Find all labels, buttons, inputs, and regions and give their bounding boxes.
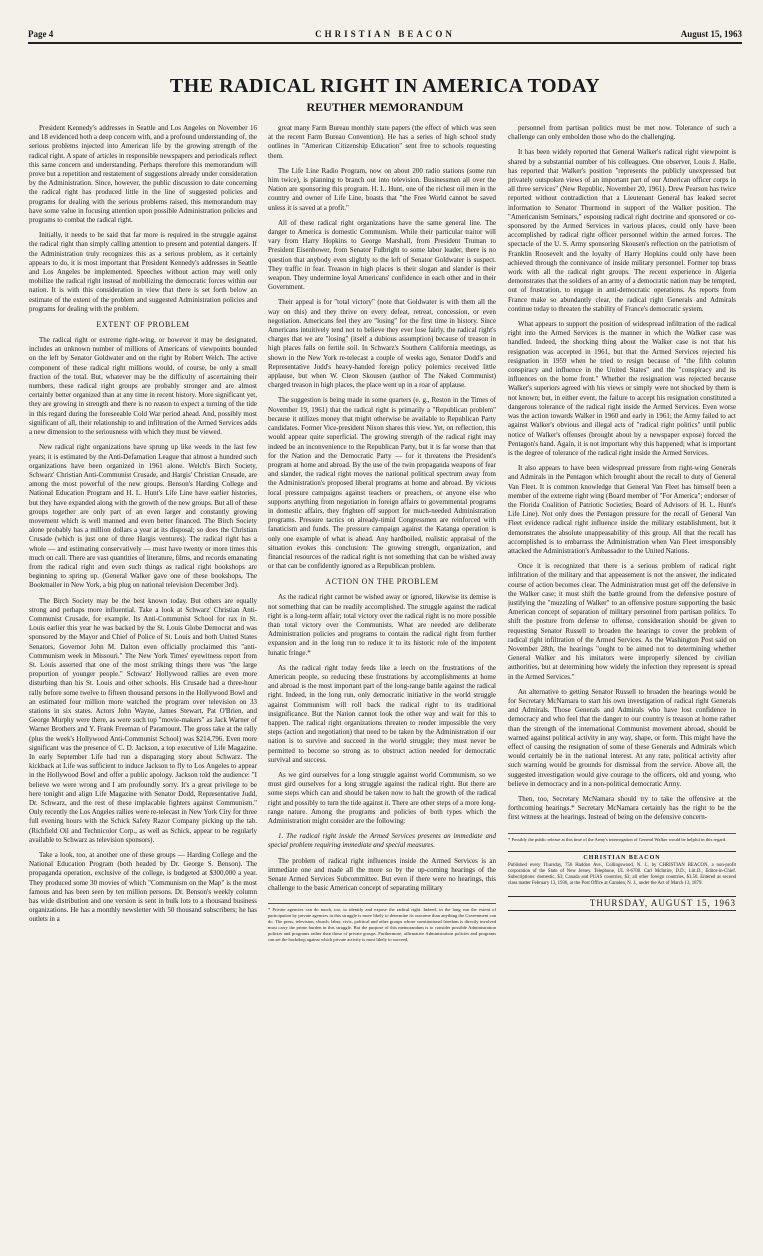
paragraph: The problem of radical right influences inside the Armed Services is an immediate one and made all the more so by the up-coming hearings of the Senate Armed Services Subcommittee. But even if there were no hearings, this challenge to the basic American concept of separating military	[268, 856, 496, 893]
paragraph: President Kennedy's addresses in Seattle and Los Angeles on November 16 and 18 evidenced both a deep concern with, and a profound understanding of, the serious problems injected into American life by the growing strength of the radical right. A spate of articles in responsible newspapers and periodicals reflect this same concern and understanding. Perhaps therefore this memorandum will prove but a repetition and restatement of suggestions already under consideration by the Administration. Since, however, the public discussion to date concerning the radical right has produced little in the line of suggested policies and programs for dealing with the serious problems raised, this memorandum may have some value in focusing attention upon possible Administration policies and programs to combat the radical right.	[29, 124, 257, 225]
column-2	[268, 124, 496, 1234]
article-headline: THE RADICAL RIGHT IN AMERICA TODAY	[169, 75, 601, 97]
paragraph: The suggestion is being made in some quarters (e. g., Reston in the Times of November 19, 1961) that the radical right is primarily a "Republican problem" because it utilizes money that might otherwise be available to Republican Party candidates. Former Vice-president Nixon shares this view. Yet, on reflection, this would appear quite superficial. The growing strength of the radical right may indeed be an inconvenience to the Republican Party, but it is far worse than that for the Nation and the Democratic Party — for it threatens the President's program at home and abroad. By the use of the twin propaganda weapons of fear and slander, the radical right moves the national political spectrum away from the Administration's proposed liberal programs at home and abroad. By vicious local pressure campaigns against teachers or preachers, or anyone else who supports anything from negotiation in foreign affairs to governmental programs in domestic affairs, they frighten off support for much-needed Administration programs. Pressure tactics on already-timid Congressmen are reinforced with fanaticism and funds. The pressure campaign against the Katanga operation is only one example of what is ahead. Any hardboiled, realistic appraisal of the situation evokes this conclusion: The growing strength, organization, and financial resources of the radical right is not something that can be wished away or that can be confidently ignored as a Republican problem.	[268, 396, 496, 571]
paragraph: Take a look, too, at another one of these groups — Harding College and the National Education Program (both headed by Dr. George S. Benson). The propaganda operation, exclusive of the college, is budgeted at $300,000 a year. They produced some 30 movies of which "Communism on the Map" is the most famous and has been seen by ten million persons. Dr. Benson's weekly column has wide distribution and one version is sent in bulk lots to a thousand business organizations. He has a monthly newsletter with 50 thousand subscribers; he has outlets in a	[29, 851, 257, 924]
paper-title: CHRISTIAN BEACON	[315, 29, 455, 39]
paragraph: great many Farm Bureau monthly state papers (the effect of which was seen at the recent Farm Bureau Convention). He has a series of high school study outlines in "American Citizenship Education" sent free to schools requesting them.	[268, 124, 496, 160]
paragraph: New radical right organizations have sprung up like weeds in the last few years; it is estimated by the Anti-Defamation League that almost a hundred such organizations have been organized in 1961 alone. Welch's Birch Society, Schwarz' Christian Anti-Communist Crusade, and Hargis' Christian Crusade, are among the most powerful of the new groups. Benson's Harding College and National Education Program and H. L. Hunt's Life Line have earlier histories, but they have expanded along with the growth of the new groups. But all of these groups together are only part of an even larger and constantly growing movement which is well manned and even better financed. The Birch Society alone probably has a million dollars a year at its disposal; so does the Christian Crusade (which is just one of three Hargis ventures). The radical right has a whole — and estimating conservatively — must have twenty or more times this much on call. There are vast quantities of literature, films, and records emanating from the radical right and even such things as radical right bookshops are beginning to spring up. (General Walker gave one of these bookshops, The Bookmailer in New York, a big plug on national television December 3rd).	[29, 443, 257, 590]
paragraph: Then, too, Secretary McNamara should try to take the offensive at the forthcoming hearings.* Secretary McNamara certainly has the right to be the first witness at the hearings. Instead of being on the defensive concern-	[508, 795, 736, 822]
numbered-point: 1. The radical right inside the Armed Services presents an immediate and special problem requiring immediate and special measures.	[268, 832, 496, 850]
page-number: Page 4	[28, 29, 54, 39]
masthead-rule	[28, 42, 742, 44]
paragraph: Their appeal is for "total victory" (note that Goldwater is with them all the way on this) and they thrive on every defeat, retreat, concession, or even negotiation. Americans feel they are "losing" for the first time in history. Since Americans intuitively tend not to believe they ever lose fairly, the radical right's charges that we are "losing" (itself a dubious assumption) because of treason in high places falls on fertile soil. In Schwarz's Southern California meetings, as shown in the New York re-telecast a couple of weeks ago, Senator Dodd's and Representative Judd's heavy-handed foreign policy polemics received little applause, but when W. Cleon Skousen (author of The Naked Communist) charged treason in high places, the place went up in a roar of applause.	[268, 298, 496, 390]
paragraph: All of these radical right organizations have the same general line. The danger to America is domestic Communism. While their particular traitor will vary from Harry Hopkins to George Marshall, from President Truman to President Eisenhower, from Senator Fulbright to some labor leader, there is no question that anybody even slightly to the left of Senator Goldwater is suspect. They traffic in fear. Treason in high places is their slogan and slander is their weapon. They undermine loyal Americans' confidence in each other and in their Government.	[268, 218, 496, 292]
paragraph: It has been widely reported that General Walker's radical right viewpoint is shared by a substantial number of his colleagues. One observer, Louis J. Halle, has reported that Walker's position "represents the publicly unexpressed but privately outspoken views of an important part of our American officer corps in all three services" (New Republic, November 20, 1961). Drew Pearson has twice reported without contradiction that a Lieutenant General has leaked secret information to Senator Thurmond in support of the Walker position. The "Americanism Seminars," espousing radical right doctrine and sponsored or co-sponsored by the Armed Services in various places, could only have been accomplished by radical right officer personnel within the armed forces. The spectacle of the U. S. Army sponsoring Skousen's reflection on the patriotism of Franklin Roosevelt and the loyalty of Harry Hopkins could only have been achieved through the connivance of inside military personnel. Former top brass work with all the radical right groups. The recent experience in Algeria demonstrates that the soldiers of an army of a democratic nation may be tempted, out of frustration, to engage in anti-democratic operations. As reports from France make so abundantly clear, the radical right Generals and Admirals continue today to threaten the stability of France's democratic system.	[508, 148, 736, 313]
column-1	[29, 124, 257, 1234]
paragraph: personnel from partisan politics must be met now. Tolerance of such a challenge can only embolden those who do the challenging.	[508, 124, 736, 142]
paragraph: The Life Line Radio Program, now on about 200 radio stations (some run him twice), is planning to branch out into television. Businessmen all over the Nation are sponsoring this program. H. L. Hunt, one of the richest oil men in the country and owner of Life Line, boasts that "the Free World cannot be saved unless it is saved at a profit."	[268, 166, 496, 212]
paragraph: What appears to support the position of widespread infiltration of the radical right into the Armed Services is the manner in which the Walker case was handled. Indeed, the shocking thing about the Walker case is not that his resignation was accepted in 1961, but that the Armed Services rejected his resignation in 1959 when he tried to resign because of "the fifth column conspiracy and influence in the United States" and the "conspiracy and its influences on the home front." Whether the resignation was rejected because Walker's superiors agreed with his views or simply were not shocked by them is not known; but, in either event, the failure to accept his resignation constituted a dangerous tolerance of the radical right inside the Armed Services. Even worse was the action towards Walker in 1960 and early in 1961; the Army failed to act against Walker's obvious and illegal acts of "radical right politics" until public notice of Walker's offenses (brought about by a newspaper expose) forced the Pentagon's hand. Again, it is not important why this happened; what is important is the degree of tolerance of the radical right inside the Armed Services.	[508, 320, 736, 457]
publication-info-box	[508, 851, 736, 888]
issue-date: August 15, 1963	[680, 29, 742, 39]
section-heading: EXTENT OF PROBLEM	[96, 320, 190, 330]
paragraph: The Birch Society may be the best known today. But others are equally strong and perhaps more influential. Take a look at Schwarz' Christian Anti-Communist Crusade, for example. Its Anti-Communist School for rax in St. Louis earlier this year he was backed by the St. Louis Globe Democrat and was sponsored by the Mayor and Chief of Police of St. Louis and both United States Senators, Governor John M. Dalton even officially proclaimed this "anti-Communism week in Missouri." The New York Times' eyewitness report from St. Louis asserted that one of the most striking things there was "the large proportion of younger people." Schwarz' Hollywood rallies are even more disturbing than his St. Louis and other schools. His Crusade had a three-hour rally before some twelve to fifteen thousand persons in the Hollywood Bowl and an estimated four million more watched the program over television on 33 stations in six states. Actors John Wayne, James Stewart, Pat O'Brien, and George Murphy were there, as were such top "movie-makers" as Jack Warner of Warner Brothers and Y. Frank Freeman of Paramount. The gross take at the rally (plus the week's Hollywood Anti-Communist School) was $214,796. Even more significant was the presence of C. D. Jackson, a top executive of Life Magazine. In early September Life had run a disparaging story about Schwarz. The kickback at Life was sufficient to induce Jackson to fly to Los Angeles to appear in the Hollywood Bowl and offer a public apology. Jackson told the audience: "I believe we were wrong and I am profoundly sorry. It's a great privilege to be here tonight and align Life Magazine with Senator Dodd, Representative Judd, Dr. Schwarz, and the rest of these implacable fighters against Communism." Only recently the Los Angeles rallies were re-telecast in New York City for three full evening hours with the Schick Safety Razor Company picking up the tab. (Richfield Oil and Technicolor Corp., as well as Schick, appear to be regularly available to Schwarz as television sponsors).	[29, 596, 257, 844]
paragraph: An alternative to getting Senator Russell to broaden the hearings would be for Secretary McNamara to start his own investigation of radical right Generals and Admirals. Those Generals and Admirals who have lost confidence in democracy and who feel that the danger to our country is treason at home rather than the strength of the international Communist movement abroad, should be warned against political activity in any way, shape, or form. This might have the effect of causing the resignation of some of these Generals and Admirals which would certainly be in the national interest. At any rate, political activity after such warning would be grounds for dismissal from the service. Above all, the suggested investigation would give courage to the officers, old and young, who believe in democracy and in a non-political democratic Army.	[508, 687, 736, 788]
paragraph: The radical right or extreme right-wing, or however it may be designated, includes an unknown number of millions of Americans of viewpoints bounded on the left by Senator Goldwater and on the right by Robert Welch. The active component of these radical right millions would, of course, be only a small fraction of the total. But, whatever may be the difficulty of ascertaining their numbers, these radical right groups are probably stronger and are almost certainly better organized than at any time in recent history. More significant yet, they are growing in strength and there is no reason to expect a turning of the tide in this regard during the foreseeable Cold War period ahead. And, possibly most significant of all, their relationship to and infiltration of the Armed Services adds a new dimension to the seriousness with which they must be viewed.	[29, 336, 257, 437]
publication-info-title: CHRISTIAN BEACON	[583, 854, 661, 861]
section-heading: ACTION ON THE PROBLEM	[325, 577, 439, 587]
paragraph: As the radical right today feeds like a leech on the frustrations of the American people, so reducing these frustrations by accomplishments at home and abroad is the most important part of the long-range battle against the radical right. Indeed, in the long run, only democratic initiative in the world struggle against Communism will roll back the radical right to its traditional insignificance. But the Nation cannot look the other way and wait for this to happen. The radical right organizations threaten to render impossible the very steps (action and negotiation) that need to be taken by the Administration if our nation is to survive and succeed in the world struggle; they must never be permitted to become so strong as to obstruct action needed for democratic survival and success.	[268, 663, 496, 764]
dateline: THURSDAY, AUGUST 15, 1963	[508, 896, 736, 911]
article-subhead: REUTHER MEMORANDUM	[306, 100, 464, 114]
paragraph: Once it is recognized that there is a serious problem of radical right infiltration of the military and that appeasement is not the answer, the indicated course of action becomes clear. The Administration must get off the defensive in the Walker case; it must shift the battle ground from the defensive posture of justifying the "muzzling of Walker" to an offensive posture supporting the basic American concept of separation of military personnel from partisan politics. To shift the posture from defense to offense, consideration should be given to requesting Senator Russell to broaden the hearings to cover the problem of radical right infiltration of the Armed Services. As the Washington Post said on November 28th, the hearings "ought to be aimed not to determining whether General Walker and his imitators were improperly silenced by civilian authorities, but at determining how widely the infection they represent is spread in the Armed Services."	[508, 562, 736, 681]
publication-info-text: Published every Thursday, 756 Haddon Ave., Collingswood, N. J., by CHRISTIAN BEACON, a non-profit corporation of the State of New Jersey. Telephone, UL 8-6700. Carl McIntire, D.D., Litt.D., Editor-in-Chief. Subscriptions: domestic, $3; Canada and PUAS countries, $3; all other foreign countries, $3.50. Entered as second class matter February 13, 1936, at the Post Office at Camden, N. J., under the Act of March 13, 1879.	[508, 862, 736, 887]
footnote	[268, 903, 496, 943]
masthead	[28, 27, 742, 41]
paragraph: As we gird ourselves for a long struggle against world Communism, so we must gird ourselves for a long struggle against the radical right. But there are some steps which can and should be taken now to halt the growth of the radical right and possibly to turn the tide against it. There are other steps of a more long-range nature. Among the programs and policies of both types which the Administration might consider are the following:	[268, 771, 496, 826]
footnote	[508, 833, 736, 843]
paragraph: Initially, it needs to be said that far more is required in the struggle against the radical right than simply calling attention to present and potential dangers. If the Administration truly recognizes this as a serious problem, as it certainly appears to do, it is most important that President Kennedy's addresses in Seattle and Los Angeles be implemented. Speeches without action may well only mobilize the radical right instead of mobilizing the democratic forces within our nation. It is with this consideration in view that there is set forth below an estimate of the extent of the problem and suggested Administration policies and programs for dealing with the problem.	[29, 231, 257, 313]
footnote-text: * Possibly the public release at this time of the Army's interrogation of General Walker would be helpful in this regard.	[508, 836, 727, 842]
paragraph: It also appears to have been widespread pressure from right-wing Generals and Admirals in the Pentagon which brought about the recall to duty of General Van Fleet. It is common knowledge that General Van Fleet has himself been a member of the extreme right wing (Board member of "For America"; endorser of the Florida Coalition of Patriotic Societies; Board of Advisors of H. L. Hunt's Life Line). Not only does the Pentagon pressure for the recall of General Van Fleet evidence radical right influence inside the military establishment, but it demonstrates the absolute unappeasability of this group. All that the recall has accomplished is to embarrass the Administration when Van Fleet irresponsibly attacked the Administration's Ambassador to the United Nations.	[508, 464, 736, 555]
column-3	[508, 124, 736, 1234]
paragraph: As the radical right cannot be wished away or ignored, likewise its demise is not something that can be readily accomplished. The struggle against the radical right is a long-term affair; total victory over the radical right is no more possible than total victory over the Communists. What are needed are deliberate Administration policies and programs to contain the radical right from further expansion and in the long run to reduce it to its historic role of the impotent lunatic fringe.*	[268, 593, 496, 657]
footnote-text: * Private agencies can do much, too, to identify and expose the radical right. Indeed, in the long run the extent of participation by private agencies in this struggle is more likely to determine its outcome than anything the Government can do. The press, television, church, labor, civic, political and other groups whose constitutional freedom is directly involved must carry the prime burden in this struggle. But the purpose of this memorandum is to consider possible Administration policies and programs rather than those of private groups. Furthermore, affirmative Administration policies and programs can set the backdrop against which private activity is most likely to succeed.	[268, 907, 496, 943]
